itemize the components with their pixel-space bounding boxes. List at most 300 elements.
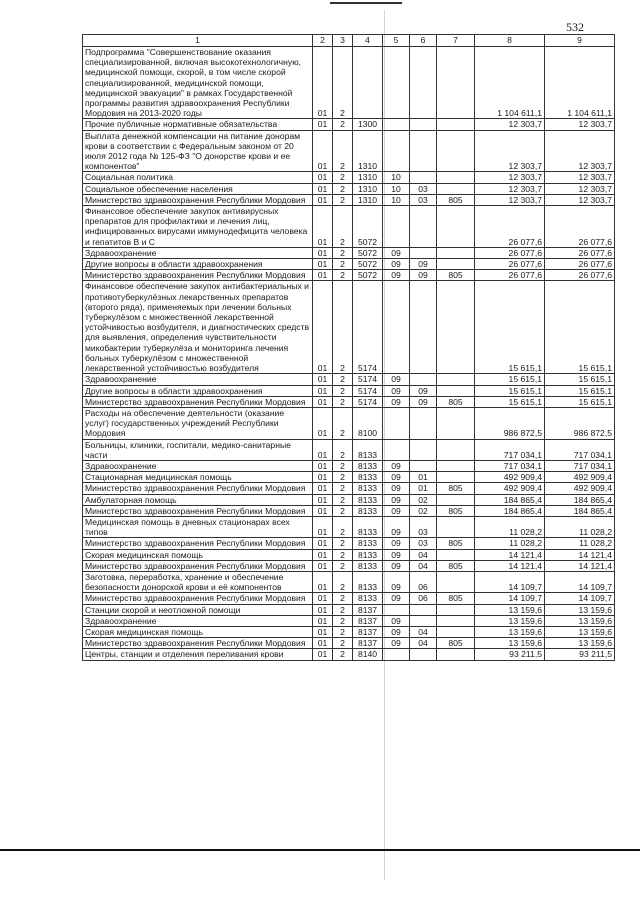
table-row <box>83 560 615 571</box>
scan-artifact-bottom <box>0 849 640 851</box>
section-cell: 10 <box>383 183 410 194</box>
subsection-cell: 01 <box>410 483 437 494</box>
target-code-cell: 5072 <box>353 206 383 248</box>
ministry-code-cell: 805 <box>437 593 475 604</box>
section-cell <box>383 649 410 660</box>
section-cell: 09 <box>383 626 410 637</box>
table-row <box>83 247 615 258</box>
subsection-cell: 09 <box>410 259 437 270</box>
section-cell: 09 <box>383 615 410 626</box>
subsection-cell <box>410 247 437 258</box>
row-name-cell: Прочие публичные нормативные обязательства <box>83 119 313 130</box>
code-cell: 2 <box>333 130 353 172</box>
target-code-cell: 5072 <box>353 270 383 281</box>
ministry-code-cell <box>437 615 475 626</box>
subsection-cell: 04 <box>410 560 437 571</box>
section-cell: 09 <box>383 505 410 516</box>
amount-cell: 26 077,6 <box>545 270 615 281</box>
amount-cell: 11 028,2 <box>545 516 615 537</box>
amount-cell: 14 109,7 <box>475 593 545 604</box>
code-cell: 01 <box>313 494 333 505</box>
amount-cell: 14 121,4 <box>475 560 545 571</box>
target-code-cell: 8133 <box>353 472 383 483</box>
section-cell <box>383 407 410 439</box>
code-cell: 01 <box>313 626 333 637</box>
amount-cell: 11 028,2 <box>475 516 545 537</box>
ministry-code-cell <box>437 494 475 505</box>
table-row <box>83 615 615 626</box>
amount-cell: 12 303,7 <box>545 119 615 130</box>
section-cell <box>383 130 410 172</box>
amount-cell: 26 077,6 <box>475 259 545 270</box>
code-cell: 01 <box>313 439 333 460</box>
header-cell: 2 <box>313 35 333 47</box>
row-name-cell: Подпрограмма "Совершенствование оказания специализированной, включая высокотехнологичную, медицинской помощи, скорой, в том числе скорой специализированной, медицинской помощи, медицинской эвакуации" в рамках Государственной программы развития здравоохранения Республики Мордовия на 2013-2020 годы <box>83 47 313 119</box>
target-code-cell: 8133 <box>353 593 383 604</box>
row-name-cell: Расходы на обеспечение деятельности (оказание услуг) государственных учреждений Республики Мордовия <box>83 407 313 439</box>
subsection-cell <box>410 119 437 130</box>
code-cell: 01 <box>313 194 333 205</box>
section-cell: 09 <box>383 374 410 385</box>
row-name-cell: Медицинская помощь в дневных стационарах всех типов <box>83 516 313 537</box>
section-cell: 09 <box>383 396 410 407</box>
code-cell: 2 <box>333 615 353 626</box>
row-name-cell: Министерство здравоохранения Республики Мордовия <box>83 560 313 571</box>
code-cell: 2 <box>333 259 353 270</box>
ministry-code-cell <box>437 183 475 194</box>
amount-cell: 12 303,7 <box>545 194 615 205</box>
code-cell: 2 <box>333 281 353 374</box>
table-row <box>83 593 615 604</box>
row-name-cell: Здравоохранение <box>83 460 313 471</box>
ministry-code-cell: 805 <box>437 638 475 649</box>
header-cell: 3 <box>333 35 353 47</box>
amount-cell: 184 865,4 <box>545 505 615 516</box>
amount-cell: 12 303,7 <box>475 183 545 194</box>
table-header-row <box>83 35 615 47</box>
row-name-cell: Стационарная медицинская помощь <box>83 472 313 483</box>
subsection-cell: 02 <box>410 494 437 505</box>
subsection-cell <box>410 649 437 660</box>
code-cell: 2 <box>333 119 353 130</box>
target-code-cell: 8133 <box>353 494 383 505</box>
row-name-cell: Министерство здравоохранения Республики Мордовия <box>83 194 313 205</box>
subsection-cell <box>410 281 437 374</box>
subsection-cell <box>410 374 437 385</box>
section-cell: 09 <box>383 560 410 571</box>
amount-cell: 13 159,6 <box>545 638 615 649</box>
row-name-cell: Социальная политика <box>83 172 313 183</box>
subsection-cell <box>410 604 437 615</box>
section-cell: 10 <box>383 194 410 205</box>
amount-cell: 717 034,1 <box>475 439 545 460</box>
code-cell: 2 <box>333 247 353 258</box>
ministry-code-cell <box>437 385 475 396</box>
target-code-cell: 8133 <box>353 505 383 516</box>
target-code-cell: 1310 <box>353 172 383 183</box>
target-code-cell: 8100 <box>353 407 383 439</box>
target-code-cell: 8133 <box>353 571 383 592</box>
section-cell <box>383 439 410 460</box>
code-cell: 2 <box>333 439 353 460</box>
amount-cell: 93 211,5 <box>475 649 545 660</box>
target-code-cell: 8133 <box>353 538 383 549</box>
amount-cell: 26 077,6 <box>545 206 615 248</box>
subsection-cell <box>410 460 437 471</box>
header-cell: 7 <box>437 35 475 47</box>
code-cell: 01 <box>313 47 333 119</box>
ministry-code-cell <box>437 516 475 537</box>
target-code-cell: 8133 <box>353 516 383 537</box>
section-cell: 09 <box>383 638 410 649</box>
amount-cell: 717 034,1 <box>475 460 545 471</box>
ministry-code-cell: 805 <box>437 396 475 407</box>
code-cell: 2 <box>333 194 353 205</box>
row-name-cell: Министерство здравоохранения Республики Мордовия <box>83 638 313 649</box>
table-row <box>83 396 615 407</box>
amount-cell: 12 303,7 <box>545 172 615 183</box>
code-cell: 01 <box>313 119 333 130</box>
table-row <box>83 483 615 494</box>
amount-cell: 14 109,7 <box>545 593 615 604</box>
section-cell: 09 <box>383 483 410 494</box>
code-cell: 01 <box>313 270 333 281</box>
code-cell: 01 <box>313 374 333 385</box>
code-cell: 2 <box>333 460 353 471</box>
target-code-cell: 8133 <box>353 483 383 494</box>
row-name-cell: Скорая медицинская помощь <box>83 549 313 560</box>
amount-cell: 11 028,2 <box>475 538 545 549</box>
table-row <box>83 626 615 637</box>
section-cell: 09 <box>383 549 410 560</box>
code-cell: 01 <box>313 538 333 549</box>
ministry-code-cell <box>437 571 475 592</box>
header-cell: 9 <box>545 35 615 47</box>
section-cell: 09 <box>383 538 410 549</box>
section-cell: 09 <box>383 593 410 604</box>
section-cell: 09 <box>383 460 410 471</box>
code-cell: 01 <box>313 549 333 560</box>
section-cell <box>383 47 410 119</box>
amount-cell: 12 303,7 <box>545 130 615 172</box>
budget-table <box>82 34 615 661</box>
amount-cell: 492 909,4 <box>545 483 615 494</box>
subsection-cell <box>410 615 437 626</box>
header-cell: 8 <box>475 35 545 47</box>
target-code-cell: 8140 <box>353 649 383 660</box>
code-cell: 01 <box>313 560 333 571</box>
row-name-cell: Финансовое обеспечение закупок антивирусных препаратов для профилактики и лечения лиц, инфицированных вирусами иммунодефицита человека и гепатитов В и С <box>83 206 313 248</box>
code-cell: 2 <box>333 407 353 439</box>
amount-cell: 15 615,1 <box>545 385 615 396</box>
target-code-cell: 5174 <box>353 374 383 385</box>
section-cell <box>383 119 410 130</box>
target-code-cell: 1310 <box>353 194 383 205</box>
scan-artifact-top <box>330 2 402 10</box>
table-body <box>83 47 615 661</box>
subsection-cell <box>410 407 437 439</box>
subsection-cell <box>410 439 437 460</box>
code-cell: 2 <box>333 516 353 537</box>
amount-cell: 26 077,6 <box>545 247 615 258</box>
target-code-cell: 1300 <box>353 119 383 130</box>
amount-cell: 12 303,7 <box>475 130 545 172</box>
amount-cell: 184 865,4 <box>475 494 545 505</box>
table-row <box>83 638 615 649</box>
ministry-code-cell <box>437 172 475 183</box>
row-name-cell: Центры, станции и отделения переливания крови <box>83 649 313 660</box>
code-cell: 2 <box>333 604 353 615</box>
target-code-cell: 5174 <box>353 396 383 407</box>
table-row <box>83 472 615 483</box>
row-name-cell: Министерство здравоохранения Республики Мордовия <box>83 593 313 604</box>
ministry-code-cell <box>437 439 475 460</box>
code-cell: 01 <box>313 130 333 172</box>
subsection-cell: 03 <box>410 183 437 194</box>
amount-cell: 184 865,4 <box>475 505 545 516</box>
code-cell: 01 <box>313 183 333 194</box>
amount-cell: 14 121,4 <box>545 560 615 571</box>
row-name-cell: Другие вопросы в области здравоохранения <box>83 259 313 270</box>
section-cell: 09 <box>383 385 410 396</box>
amount-cell: 12 303,7 <box>475 119 545 130</box>
section-cell <box>383 206 410 248</box>
code-cell: 2 <box>333 172 353 183</box>
table-row <box>83 183 615 194</box>
amount-cell: 14 121,4 <box>475 549 545 560</box>
target-code-cell: 5072 <box>353 247 383 258</box>
table-row <box>83 270 615 281</box>
amount-cell: 12 303,7 <box>475 194 545 205</box>
table-row <box>83 407 615 439</box>
ministry-code-cell <box>437 604 475 615</box>
table-row <box>83 130 615 172</box>
row-name-cell: Министерство здравоохранения Республики Мордовия <box>83 270 313 281</box>
ministry-code-cell: 805 <box>437 538 475 549</box>
row-name-cell: Амбулаторная помощь <box>83 494 313 505</box>
target-code-cell: 5174 <box>353 385 383 396</box>
target-code-cell: 1310 <box>353 183 383 194</box>
section-cell: 09 <box>383 247 410 258</box>
section-cell: 09 <box>383 270 410 281</box>
amount-cell: 13 159,6 <box>475 638 545 649</box>
amount-cell: 184 865,4 <box>545 494 615 505</box>
header-cell: 6 <box>410 35 437 47</box>
amount-cell: 26 077,6 <box>475 247 545 258</box>
target-code-cell: 5072 <box>353 259 383 270</box>
amount-cell: 13 159,6 <box>545 626 615 637</box>
row-name-cell: Здравоохранение <box>83 615 313 626</box>
amount-cell: 1 104 611,1 <box>475 47 545 119</box>
ministry-code-cell <box>437 47 475 119</box>
code-cell: 01 <box>313 259 333 270</box>
code-cell: 2 <box>333 649 353 660</box>
amount-cell: 717 034,1 <box>545 460 615 471</box>
code-cell: 01 <box>313 460 333 471</box>
code-cell: 01 <box>313 649 333 660</box>
code-cell: 01 <box>313 604 333 615</box>
row-name-cell: Финансовое обеспечение закупок антибактериальных и противотуберкулёзных лекарственных препаратов (второго ряда), применяемых при лечении больных туберкулёзом с множественной лекарственной устойчивостью возбудителя, и диагностических средств для выявления, определения чувствительности микобактерии туберкулёза и мониторинга лечения больных туберкулёзом с множественной лекарственной устойчивостью возбудителя <box>83 281 313 374</box>
subsection-cell: 04 <box>410 638 437 649</box>
amount-cell: 15 615,1 <box>545 281 615 374</box>
amount-cell: 717 034,1 <box>545 439 615 460</box>
amount-cell: 13 159,6 <box>475 615 545 626</box>
table-row <box>83 516 615 537</box>
target-code-cell: 8133 <box>353 549 383 560</box>
subsection-cell: 03 <box>410 538 437 549</box>
amount-cell: 13 159,6 <box>475 626 545 637</box>
code-cell: 2 <box>333 505 353 516</box>
ministry-code-cell: 805 <box>437 560 475 571</box>
table-row <box>83 374 615 385</box>
row-name-cell: Здравоохранение <box>83 374 313 385</box>
amount-cell: 1 104 611,1 <box>545 47 615 119</box>
amount-cell: 26 077,6 <box>475 270 545 281</box>
table-row <box>83 119 615 130</box>
amount-cell: 15 615,1 <box>545 396 615 407</box>
amount-cell: 15 615,1 <box>475 281 545 374</box>
table-row <box>83 505 615 516</box>
code-cell: 01 <box>313 516 333 537</box>
code-cell: 2 <box>333 183 353 194</box>
target-code-cell: 8133 <box>353 460 383 471</box>
subsection-cell: 09 <box>410 270 437 281</box>
table-row <box>83 385 615 396</box>
table-row <box>83 538 615 549</box>
subsection-cell <box>410 47 437 119</box>
row-name-cell: Заготовка, переработка, хранение и обеспечение безопасности донорской крови и её компонентов <box>83 571 313 592</box>
code-cell: 01 <box>313 593 333 604</box>
amount-cell: 492 909,4 <box>475 483 545 494</box>
row-name-cell: Министерство здравоохранения Республики Мордовия <box>83 505 313 516</box>
ministry-code-cell <box>437 130 475 172</box>
table-row <box>83 549 615 560</box>
subsection-cell <box>410 172 437 183</box>
code-cell: 01 <box>313 472 333 483</box>
ministry-code-cell <box>437 119 475 130</box>
ministry-code-cell <box>437 460 475 471</box>
ministry-code-cell: 805 <box>437 194 475 205</box>
row-name-cell: Министерство здравоохранения Республики Мордовия <box>83 483 313 494</box>
subsection-cell <box>410 206 437 248</box>
code-cell: 2 <box>333 494 353 505</box>
amount-cell: 93 211,5 <box>545 649 615 660</box>
table-row <box>83 259 615 270</box>
amount-cell: 13 159,6 <box>475 604 545 615</box>
ministry-code-cell <box>437 626 475 637</box>
code-cell: 2 <box>333 472 353 483</box>
row-name-cell: Министерство здравоохранения Республики Мордовия <box>83 538 313 549</box>
amount-cell: 15 615,1 <box>545 374 615 385</box>
amount-cell: 15 615,1 <box>475 396 545 407</box>
row-name-cell: Министерство здравоохранения Республики Мордовия <box>83 396 313 407</box>
row-name-cell: Больницы, клиники, госпитали, медико-санитарные части <box>83 439 313 460</box>
row-name-cell: Здравоохранение <box>83 247 313 258</box>
amount-cell: 12 303,7 <box>545 183 615 194</box>
amount-cell: 26 077,6 <box>545 259 615 270</box>
target-code-cell: 8133 <box>353 560 383 571</box>
subsection-cell: 09 <box>410 396 437 407</box>
code-cell: 01 <box>313 396 333 407</box>
section-cell <box>383 281 410 374</box>
code-cell: 01 <box>313 615 333 626</box>
code-cell: 01 <box>313 247 333 258</box>
page-number: 532 <box>566 20 584 34</box>
header-cell: 1 <box>83 35 313 47</box>
amount-cell: 12 303,7 <box>475 172 545 183</box>
code-cell: 2 <box>333 560 353 571</box>
section-cell: 09 <box>383 259 410 270</box>
subsection-cell <box>410 130 437 172</box>
amount-cell: 13 159,6 <box>545 615 615 626</box>
row-name-cell: Социальное обеспечение населения <box>83 183 313 194</box>
table-row <box>83 194 615 205</box>
amount-cell: 492 909,4 <box>475 472 545 483</box>
code-cell: 2 <box>333 626 353 637</box>
amount-cell: 986 872,5 <box>545 407 615 439</box>
code-cell: 01 <box>313 172 333 183</box>
code-cell: 2 <box>333 638 353 649</box>
target-code-cell: 8137 <box>353 604 383 615</box>
header-cell: 5 <box>383 35 410 47</box>
table-row <box>83 604 615 615</box>
code-cell: 2 <box>333 270 353 281</box>
ministry-code-cell <box>437 407 475 439</box>
subsection-cell: 04 <box>410 549 437 560</box>
code-cell: 2 <box>333 206 353 248</box>
row-name-cell: Другие вопросы в области здравоохранения <box>83 385 313 396</box>
target-code-cell: 5174 <box>353 281 383 374</box>
amount-cell: 14 109,7 <box>545 571 615 592</box>
subsection-cell: 06 <box>410 593 437 604</box>
code-cell: 01 <box>313 571 333 592</box>
section-cell: 09 <box>383 516 410 537</box>
code-cell: 2 <box>333 385 353 396</box>
section-cell <box>383 604 410 615</box>
section-cell: 09 <box>383 571 410 592</box>
row-name-cell: Выплата денежной компенсации на питание донорам крови в соответствии с Федеральным законом от 20 июля 2012 года № 125-ФЗ "О донорстве крови и ее компонентов" <box>83 130 313 172</box>
table-row <box>83 649 615 660</box>
subsection-cell: 02 <box>410 505 437 516</box>
amount-cell: 14 109,7 <box>475 571 545 592</box>
ministry-code-cell: 805 <box>437 270 475 281</box>
amount-cell: 11 028,2 <box>545 538 615 549</box>
header-cell: 4 <box>353 35 383 47</box>
code-cell: 2 <box>333 374 353 385</box>
table-row <box>83 460 615 471</box>
code-cell: 01 <box>313 385 333 396</box>
section-cell: 10 <box>383 172 410 183</box>
amount-cell: 492 909,4 <box>545 472 615 483</box>
target-code-cell: 8137 <box>353 615 383 626</box>
code-cell: 2 <box>333 483 353 494</box>
subsection-cell: 04 <box>410 626 437 637</box>
table-row <box>83 206 615 248</box>
amount-cell: 15 615,1 <box>475 385 545 396</box>
subsection-cell: 03 <box>410 194 437 205</box>
subsection-cell: 01 <box>410 472 437 483</box>
subsection-cell: 03 <box>410 516 437 537</box>
target-code-cell: 8133 <box>353 439 383 460</box>
amount-cell: 13 159,6 <box>545 604 615 615</box>
code-cell: 01 <box>313 638 333 649</box>
code-cell: 2 <box>333 538 353 549</box>
table-row <box>83 439 615 460</box>
row-name-cell: Станции скорой и неотложной помощи <box>83 604 313 615</box>
subsection-cell: 09 <box>410 385 437 396</box>
ministry-code-cell <box>437 281 475 374</box>
table-row <box>83 494 615 505</box>
